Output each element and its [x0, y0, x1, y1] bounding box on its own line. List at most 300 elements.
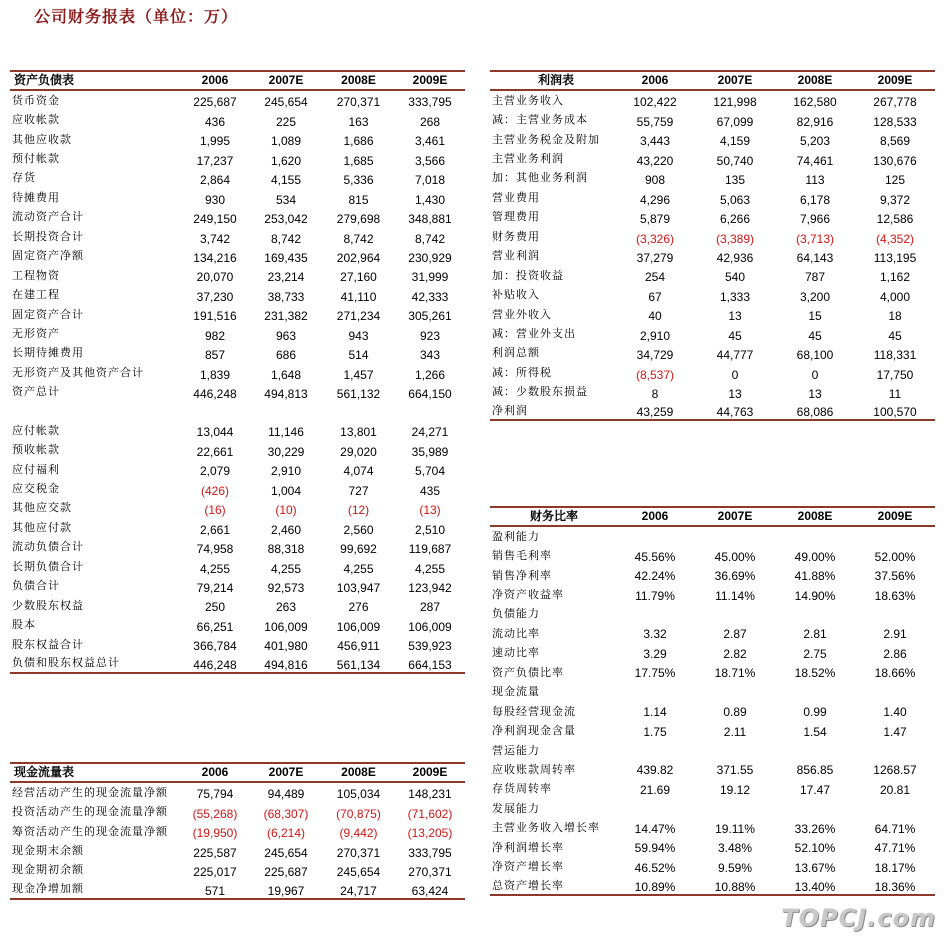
value-cell: 30,229 [267, 444, 305, 459]
cash-flow-title: 现金流量表 [10, 763, 180, 782]
value-cell: 21.69 [639, 782, 671, 797]
balance-sheet-title: 资产负债表 [10, 71, 180, 90]
value-cell: 163 [348, 114, 369, 129]
value-cell: 37,279 [636, 250, 674, 265]
value-cell [855, 740, 935, 759]
value-cell: 169,435 [264, 250, 308, 265]
value-cell: (10) [275, 503, 297, 518]
value-cell: 3.32 [643, 627, 667, 642]
value-cell: 4,000 [879, 289, 911, 304]
liability-row [10, 459, 465, 478]
value-cell: 6,178 [799, 192, 831, 207]
row-label: 营业费用 [492, 190, 540, 204]
value-cell: 18.71% [714, 666, 756, 681]
value-cell: 982 [204, 328, 226, 343]
year-header: 2008E [322, 71, 395, 90]
asset-row [10, 265, 465, 284]
value-cell: 191,516 [193, 309, 237, 324]
value-cell: (70,875) [336, 806, 381, 821]
liability-row [10, 556, 465, 575]
row-label: 长期待摊费用 [12, 346, 84, 360]
value-cell: 1,333 [719, 289, 751, 304]
cash-flow-row [10, 821, 465, 840]
value-cell: (19,950) [192, 826, 238, 841]
value-cell: 6,266 [719, 212, 751, 227]
value-cell: 11,146 [268, 425, 304, 440]
income-row [490, 207, 935, 226]
value-cell: 162,580 [793, 95, 837, 110]
value-cell: 11 [888, 387, 902, 401]
value-cell: 17,750 [876, 367, 914, 382]
value-cell: 37,230 [196, 289, 234, 304]
income-row [490, 226, 935, 245]
value-cell: 43,220 [636, 153, 674, 168]
ratio-row [490, 856, 935, 875]
value-cell: 225,687 [193, 95, 237, 110]
value-cell: 231,382 [264, 309, 308, 324]
year-header: 2006 [615, 507, 695, 526]
value-cell: 37.56% [874, 569, 916, 584]
row-label: 应收账款周转率 [492, 762, 576, 776]
row-label: 长期负债合计 [12, 559, 84, 573]
value-cell [775, 526, 855, 545]
value-cell: 4,255 [270, 561, 302, 576]
value-cell: 8,742 [270, 231, 302, 246]
liability-row [10, 537, 465, 556]
row-label: 资产总计 [12, 385, 60, 399]
value-cell: 34,729 [636, 348, 674, 363]
ratio-row [490, 876, 935, 895]
value-cell [695, 682, 775, 701]
value-cell: 7,018 [414, 173, 446, 188]
value-cell: 2,910 [639, 328, 671, 343]
value-cell: 1,620 [270, 153, 302, 168]
value-cell: 19.11% [715, 821, 755, 836]
cash-flow-body [10, 782, 465, 899]
value-cell: (9,442) [339, 826, 378, 841]
value-cell: 121,998 [713, 95, 757, 110]
value-cell: 19,967 [250, 879, 322, 898]
income-statement-title: 利润表 [490, 71, 615, 90]
value-cell: 4,255 [199, 561, 231, 576]
income-row [490, 148, 935, 167]
row-label: 负债能力 [492, 607, 540, 621]
value-cell: 287 [419, 600, 441, 615]
asset-row [10, 362, 465, 381]
value-cell: 5,063 [719, 192, 751, 207]
value-cell: 1268.57 [873, 763, 917, 778]
row-label: 现金净增加额 [10, 879, 180, 898]
row-label: 速动比率 [492, 646, 540, 660]
value-cell: 67,099 [716, 114, 754, 129]
cash-flow-header-row [10, 763, 465, 782]
value-cell: 540 [724, 270, 746, 285]
row-label: 净利润现金含量 [492, 724, 576, 738]
value-cell: (6,214) [266, 826, 306, 841]
value-cell: (8,537) [635, 367, 675, 382]
value-cell: 14.90% [794, 588, 836, 603]
row-label: 现金流量 [492, 685, 540, 699]
ratio-row [490, 740, 935, 759]
asset-row [10, 187, 465, 206]
row-label: 无形资产 [12, 326, 60, 340]
value-cell: 494,813 [264, 387, 308, 401]
row-label: 少数股东权益 [12, 598, 84, 612]
value-cell: 88,318 [267, 542, 305, 557]
value-cell: 18.52% [794, 666, 836, 681]
income-row [490, 284, 935, 303]
row-label: 每股经营现金流 [492, 704, 576, 718]
row-label: 主营业务收入 [492, 94, 564, 108]
liability-row [10, 420, 465, 439]
value-cell: 43,259 [615, 401, 695, 420]
value-cell: (16) [204, 503, 226, 518]
value-cell [855, 682, 935, 701]
value-cell: 1.54 [803, 724, 827, 739]
asset-row [10, 90, 465, 109]
asset-row [10, 246, 465, 265]
row-label: 固定资产合计 [12, 307, 84, 321]
asset-row [10, 284, 465, 303]
value-cell: 333,795 [408, 95, 452, 110]
value-cell: 33.26% [794, 821, 836, 836]
income-row [490, 168, 935, 187]
value-cell: 13,044 [196, 425, 234, 440]
spacer-row [10, 401, 465, 420]
value-cell [855, 798, 935, 817]
row-label: 利润总额 [492, 346, 540, 360]
value-cell: 38,733 [267, 289, 305, 304]
year-header: 2009E [855, 507, 935, 526]
asset-row [10, 109, 465, 128]
row-label: 筹资活动产生的现金流量净额 [12, 824, 168, 838]
value-cell: 0 [731, 367, 739, 382]
row-label: 流动比率 [492, 626, 540, 640]
value-cell: 268 [419, 114, 441, 129]
year-header: 2007E [250, 763, 322, 782]
value-cell: 17,237 [196, 153, 234, 168]
value-cell: 245,654 [336, 865, 381, 880]
row-label: 补贴收入 [492, 288, 540, 302]
value-cell: 79,214 [196, 580, 234, 595]
financial-ratios-table [490, 506, 935, 896]
value-cell: 7,966 [799, 212, 831, 227]
row-label: 预收帐款 [12, 443, 60, 457]
value-cell: 534 [275, 192, 297, 207]
value-cell: 22,661 [196, 444, 234, 459]
year-header: 2008E [775, 71, 855, 90]
row-label: 总资产增长率 [490, 876, 615, 895]
value-cell: 5,879 [639, 212, 671, 227]
liability-row [10, 634, 465, 653]
value-cell: 0 [811, 367, 819, 382]
asset-row [10, 226, 465, 245]
year-header: 2008E [775, 507, 855, 526]
ratio-row [490, 682, 935, 701]
row-label: 投资活动产生的现金流量净额 [12, 805, 168, 819]
value-cell: 1,089 [270, 134, 302, 149]
ratio-row [490, 604, 935, 623]
value-cell: 55,759 [636, 114, 674, 129]
value-cell: 225 [275, 114, 297, 129]
row-label: 固定资产净额 [12, 249, 84, 263]
value-cell: 36.69% [714, 569, 756, 584]
financial-ratios-header-row [490, 507, 935, 526]
value-cell: 263 [275, 600, 297, 615]
value-cell: 8,742 [414, 231, 446, 246]
value-cell: 52.10% [794, 841, 836, 856]
value-cell: 333,795 [408, 845, 452, 860]
value-cell: 270,371 [336, 95, 381, 110]
cash-flow-row [10, 860, 465, 879]
value-cell: 13,801 [340, 425, 377, 440]
value-cell: 45.00% [714, 549, 756, 564]
balance-sheet-body [10, 90, 465, 673]
value-cell: 230,929 [408, 250, 452, 265]
value-cell: 31,999 [411, 270, 449, 285]
value-cell: 943 [348, 328, 369, 343]
value-cell [615, 740, 695, 759]
value-cell: 225,587 [193, 845, 237, 860]
value-cell: 106,009 [264, 619, 308, 634]
value-cell: 571 [180, 879, 250, 898]
value-cell: 18 [888, 309, 902, 324]
value-cell: 45 [728, 328, 742, 343]
value-cell: 18.36% [855, 876, 935, 895]
value-cell: 245,654 [264, 845, 308, 860]
value-cell: 267,778 [873, 95, 917, 110]
ratio-row [490, 701, 935, 720]
balance-sheet-table [10, 70, 465, 674]
value-cell: 439.82 [636, 763, 674, 778]
row-label: 流动负债合计 [12, 540, 84, 554]
ratio-row [490, 837, 935, 856]
value-cell: 5,336 [343, 173, 374, 188]
row-label: 负债和股东权益总计 [10, 653, 180, 672]
value-cell [615, 798, 695, 817]
value-cell: 2.81 [803, 627, 827, 642]
value-cell [695, 526, 775, 545]
value-cell: 68,100 [796, 348, 834, 363]
value-cell: 74,461 [796, 153, 834, 168]
row-label: 主营业务收入增长率 [492, 821, 600, 835]
value-cell: 1,430 [414, 192, 446, 207]
liability-row [10, 498, 465, 517]
value-cell: 0.99 [803, 705, 827, 720]
value-cell: 276 [348, 600, 369, 615]
balance-sheet-header-row [10, 71, 465, 90]
value-cell: 100,570 [855, 401, 935, 420]
income-statement-table [490, 70, 935, 421]
row-label: 营业利润 [492, 249, 540, 263]
value-cell: 128,533 [873, 114, 917, 129]
value-cell: 664,153 [395, 653, 465, 672]
value-cell: (426) [200, 483, 229, 498]
value-cell: 41,110 [340, 289, 377, 304]
row-label: 发展能力 [492, 801, 540, 815]
value-cell: 99,692 [340, 542, 377, 557]
page-title: 公司财务报表（单位：万） [34, 7, 239, 26]
value-cell: 2,560 [343, 522, 374, 537]
value-cell: 254 [644, 270, 666, 285]
year-header: 2007E [695, 507, 775, 526]
ratio-row [490, 798, 935, 817]
value-cell: 102,422 [633, 95, 677, 110]
value-cell: 456,911 [337, 639, 380, 654]
value-cell: 18.17% [874, 860, 916, 875]
value-cell: 13 [728, 387, 742, 401]
value-cell: 119,687 [408, 542, 452, 557]
row-label: 无形资产及其他资产合计 [12, 365, 144, 379]
value-cell: 42,333 [411, 289, 449, 304]
value-cell: 24,717 [322, 879, 395, 898]
value-cell: 348,881 [408, 212, 452, 227]
value-cell: 17.47 [799, 782, 831, 797]
asset-row [10, 168, 465, 187]
value-cell: 67 [648, 289, 662, 304]
value-cell: 305,261 [408, 309, 452, 324]
value-cell: 24,271 [411, 425, 449, 440]
row-label: 其他应交款 [12, 501, 72, 515]
row-label: 加：投资收益 [492, 268, 564, 282]
row-label: 减：营业外支出 [492, 326, 576, 340]
cash-flow-table [10, 762, 465, 900]
row-label: 其他应收款 [12, 132, 72, 146]
value-cell: 561,134 [322, 653, 395, 672]
value-cell [615, 682, 695, 701]
value-cell: 2,864 [199, 173, 231, 188]
row-label: 股东权益合计 [12, 637, 84, 651]
ratio-row [490, 565, 935, 584]
value-cell: (68,307) [263, 806, 309, 821]
row-label: 长期投资合计 [12, 229, 84, 243]
row-label: 营运能力 [492, 743, 540, 757]
value-cell: 40 [648, 309, 662, 324]
row-label: 减：少数股东损益 [492, 385, 588, 399]
value-cell: 45 [808, 328, 822, 343]
value-cell: 103,947 [336, 580, 381, 595]
value-cell: 4,255 [414, 561, 446, 576]
value-cell: 64,143 [796, 250, 834, 265]
value-cell: 134,216 [193, 250, 237, 265]
value-cell: 2,661 [199, 522, 231, 537]
value-cell: 923 [419, 328, 441, 343]
value-cell: 13.40% [775, 876, 855, 895]
value-cell: 787 [804, 270, 826, 285]
value-cell: 202,964 [336, 250, 381, 265]
row-label: 净资产增长率 [492, 860, 564, 874]
year-header: 2007E [695, 71, 775, 90]
income-statement-header-row [490, 71, 935, 90]
value-cell: 2.91 [883, 627, 907, 642]
liability-row [10, 653, 465, 672]
asset-row [10, 382, 465, 401]
value-cell: 130,676 [873, 153, 917, 168]
value-cell: 3,742 [199, 231, 231, 246]
value-cell: 59.94% [634, 841, 676, 856]
value-cell: 856.85 [796, 763, 834, 778]
value-cell: 686 [275, 348, 297, 363]
value-cell: 52.00% [874, 549, 916, 564]
value-cell: 20.81 [879, 782, 911, 797]
value-cell: 11.79% [635, 588, 675, 603]
row-label: 货币资金 [12, 94, 60, 108]
financial-ratios-body [490, 526, 935, 895]
value-cell: 270,371 [408, 865, 452, 880]
income-row [490, 265, 935, 284]
row-label: 销售净利率 [492, 568, 552, 582]
value-cell: 47.71% [874, 841, 916, 856]
value-cell: 75,794 [196, 787, 234, 802]
value-cell: 123,942 [408, 580, 452, 595]
value-cell [775, 740, 855, 759]
value-cell [615, 604, 695, 623]
value-cell: (55,268) [192, 806, 238, 821]
value-cell: 125 [884, 173, 906, 188]
ratio-row [490, 545, 935, 564]
value-cell: 1,685 [343, 153, 374, 168]
value-cell: 19.12 [719, 782, 751, 797]
value-cell: 94,489 [267, 787, 305, 802]
value-cell: 446,248 [193, 387, 237, 401]
value-cell: 10.89% [615, 876, 695, 895]
value-cell: 11.14% [715, 588, 755, 603]
value-cell: 539,923 [408, 639, 452, 654]
row-label: 加：其他业务利润 [492, 171, 588, 185]
value-cell: 1,162 [879, 270, 911, 285]
value-cell: (71,602) [407, 806, 453, 821]
value-cell: 15 [808, 309, 822, 324]
row-label: 流动资产合计 [12, 210, 84, 224]
year-header: 2009E [855, 71, 935, 90]
value-cell [695, 604, 775, 623]
value-cell: 963 [275, 328, 297, 343]
asset-row [10, 343, 465, 362]
row-label: 管理费用 [492, 210, 540, 224]
income-row [490, 362, 935, 381]
value-cell: 1,266 [414, 367, 446, 382]
cash-flow-row [10, 801, 465, 820]
value-cell: 664,150 [408, 387, 452, 401]
row-label: 应付帐款 [12, 423, 60, 437]
row-label: 在建工程 [12, 288, 60, 302]
value-cell: 44,763 [695, 401, 775, 420]
year-header: 2006 [180, 763, 250, 782]
value-cell: 270,371 [336, 845, 381, 860]
row-label: 存货周转率 [492, 782, 552, 796]
value-cell: 225,017 [193, 865, 237, 880]
value-cell: 13 [808, 387, 822, 401]
row-label: 净利润 [490, 401, 615, 420]
value-cell: 66,251 [196, 619, 234, 634]
value-cell: 20,070 [196, 270, 234, 285]
income-row [490, 323, 935, 342]
value-cell: 13 [728, 309, 742, 324]
value-cell: 45 [888, 328, 902, 343]
value-cell: 815 [348, 192, 369, 207]
row-label: 主营业务利润 [492, 152, 564, 166]
value-cell [615, 526, 695, 545]
value-cell: 113 [805, 173, 825, 188]
value-cell: 2.86 [883, 646, 907, 661]
ratio-row [490, 759, 935, 778]
value-cell: 135 [724, 173, 746, 188]
value-cell: 494,816 [250, 653, 322, 672]
value-cell: (12) [347, 503, 370, 518]
value-cell: 8,742 [343, 231, 374, 246]
value-cell: 68,086 [775, 401, 855, 420]
cash-flow-row [10, 782, 465, 801]
